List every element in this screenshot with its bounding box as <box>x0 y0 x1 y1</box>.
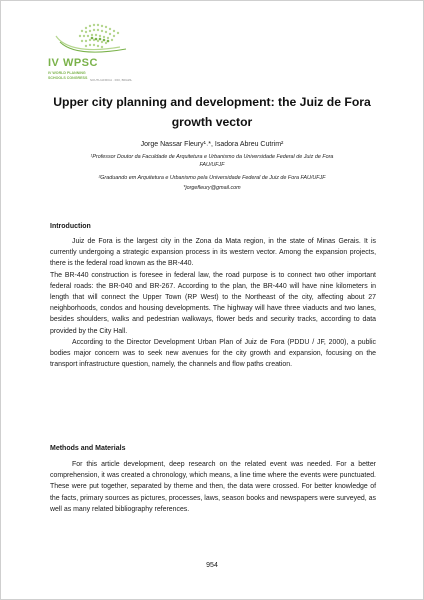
paragraph: The BR-440 construction is foresee in federal law, the road purpose is to connect two other important federal roads: the BR-040 and BR-267. According to the plan, the BR-440 will have nine kilometers in length that will connect the Upper Town (RP West) to the Northeast of the city, affecting about 27 neighborhoods, condos and housing developments. The highway will have three viaducts and two lanes, besides shoulders, walks and pedestrian walkways, flower beds and security tracks, according to data provided by the City Hall. <box>50 271 376 335</box>
paragraph: According to the Director Development Urban Plan of Juiz de Fora (PDDU / JF, 2000), a public bodies major concern was to seek new avenues for the city growth and expansion, focusing on the transport infrastructure question, namely, the channels and flow paths creation. <box>50 338 376 369</box>
paper-title: Upper city planning and development: the Juiz de Fora growth vector <box>53 95 371 129</box>
corresponding-email: *jorgefleury@gmail.com <box>183 185 241 191</box>
authors: Jorge Nassar Fleury¹˒*, Isadora Abreu Cutrim² <box>140 141 284 148</box>
affiliation-2: ²Graduando em Arquitetura e Urbanismo pela Universidade Federal de Juiz de Fora FAU/UFJF <box>98 175 326 181</box>
affiliation-1-continued: FAU/UFJF <box>199 162 225 168</box>
section-heading-methods: Methods and Materials <box>50 445 126 452</box>
conference-logo <box>46 22 156 82</box>
logo-title: IV WPSC <box>48 57 98 69</box>
section-heading-introduction: Introduction <box>50 223 91 230</box>
paragraph: Juiz de Fora is the largest city in the Zona da Mata region, in the state of Minas Gerais. It is currently undergoing a strategic expansion process in its western vector. Among the expansion projects, there is the federal road known as the BR-440. <box>50 238 376 268</box>
globe-dots-icon <box>46 22 156 58</box>
introduction-body <box>50 236 376 370</box>
affiliation-1: ¹Professor Doutor da Faculdade de Arquitetura e Urbanismo da Universidade Federal de Juiz de Fora <box>90 154 334 160</box>
logo-tagline: SOUTH AFRICA · RIO, BRAZIL <box>90 78 133 82</box>
page-number: 954 <box>206 562 218 569</box>
paragraph: For this article development, deep research on the related event was needed. For a better comprehension, it was created a chronology, which means, a line time where the events were punctuated. These were put together, separated by theme and then, the data were crossed. For better knowledge of the facts, primary sources as pictures, processes, laws, season books and newspapers were surveyed, as well as many related bibliography references. <box>50 461 376 513</box>
logo-subtitle-line2: SCHOOLS CONGRESS <box>48 76 88 80</box>
methods-body <box>50 459 376 515</box>
logo-subtitle-line1: IV WORLD PLANNING <box>48 71 86 75</box>
